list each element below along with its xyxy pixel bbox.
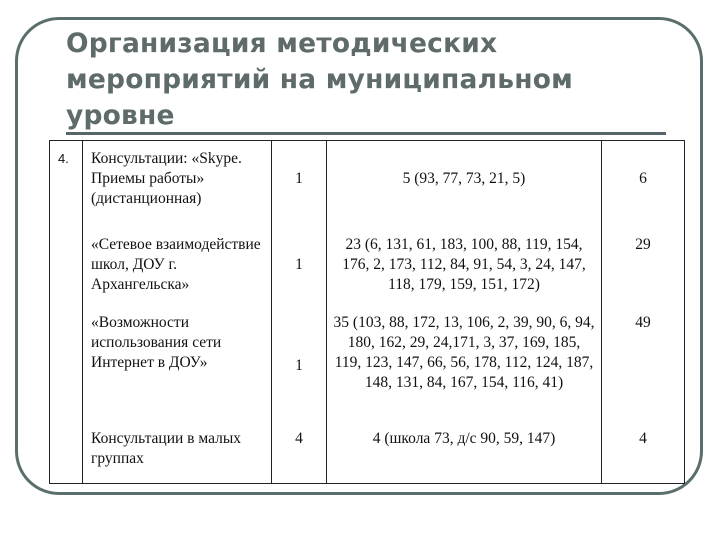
event-count: 1: [295, 256, 303, 273]
table-row: [50, 229, 685, 311]
total-cell: [602, 141, 685, 230]
slide-title: Организация методических мероприятий на муниципальном уровне: [66, 28, 573, 131]
row-number: 4.: [58, 151, 69, 166]
event-total: 4: [639, 430, 647, 447]
count-cell: [272, 425, 327, 484]
total-cell: [602, 229, 685, 311]
event-count: 4: [295, 430, 303, 447]
schools-cell: [327, 311, 602, 425]
topic-cell: [83, 425, 272, 484]
topic-cell: [83, 311, 272, 425]
row-number-cell: [50, 141, 83, 484]
event-total: 6: [639, 170, 647, 187]
count-cell: [272, 141, 327, 230]
event-topic: «Возможности использования сети Интернет в ДОУ»: [91, 314, 222, 371]
total-cell: [602, 311, 685, 425]
event-topic: Консультации: «Skype. Приемы работы» (дистанционная): [91, 150, 242, 207]
table-row: [50, 141, 685, 230]
events-table: [49, 140, 685, 484]
event-schools: 4 (школа 73, д/с 90, 59, 147): [372, 430, 556, 447]
count-cell: [272, 311, 327, 425]
event-total: 49: [635, 314, 651, 331]
table-row: [50, 425, 685, 484]
event-total: 29: [635, 236, 651, 253]
count-cell: [272, 229, 327, 311]
event-count: 1: [295, 357, 303, 374]
topic-cell: [83, 229, 272, 311]
event-schools: 23 (6, 131, 61, 183, 100, 88, 119, 154, 176, 2, 173, 112, 84, 91, 54, 3, 24, 147, 118, 179, 159, 151, 172): [342, 236, 586, 293]
event-topic: «Сетевое взаимодействие школ, ДОУ г. Архангельска»: [91, 236, 261, 293]
title-underline: [66, 132, 666, 135]
event-count: 1: [295, 170, 303, 187]
event-schools: 35 (103, 88, 172, 13, 106, 2, 39, 90, 6, 94, 180, 162, 29, 24,171, 3, 37, 169, 185, 119, 123, 147, 66, 56, 178, 112, 124, 187, 148, 131, 84, 167, 154, 116, 41): [333, 314, 595, 391]
table-row: [50, 311, 685, 425]
event-schools: 5 (93, 77, 73, 21, 5): [402, 170, 526, 187]
schools-cell: [327, 425, 602, 484]
topic-cell: [83, 141, 272, 230]
schools-cell: [327, 141, 602, 230]
total-cell: [602, 425, 685, 484]
event-topic: Консультации в малых группах: [91, 430, 241, 467]
schools-cell: [327, 229, 602, 311]
